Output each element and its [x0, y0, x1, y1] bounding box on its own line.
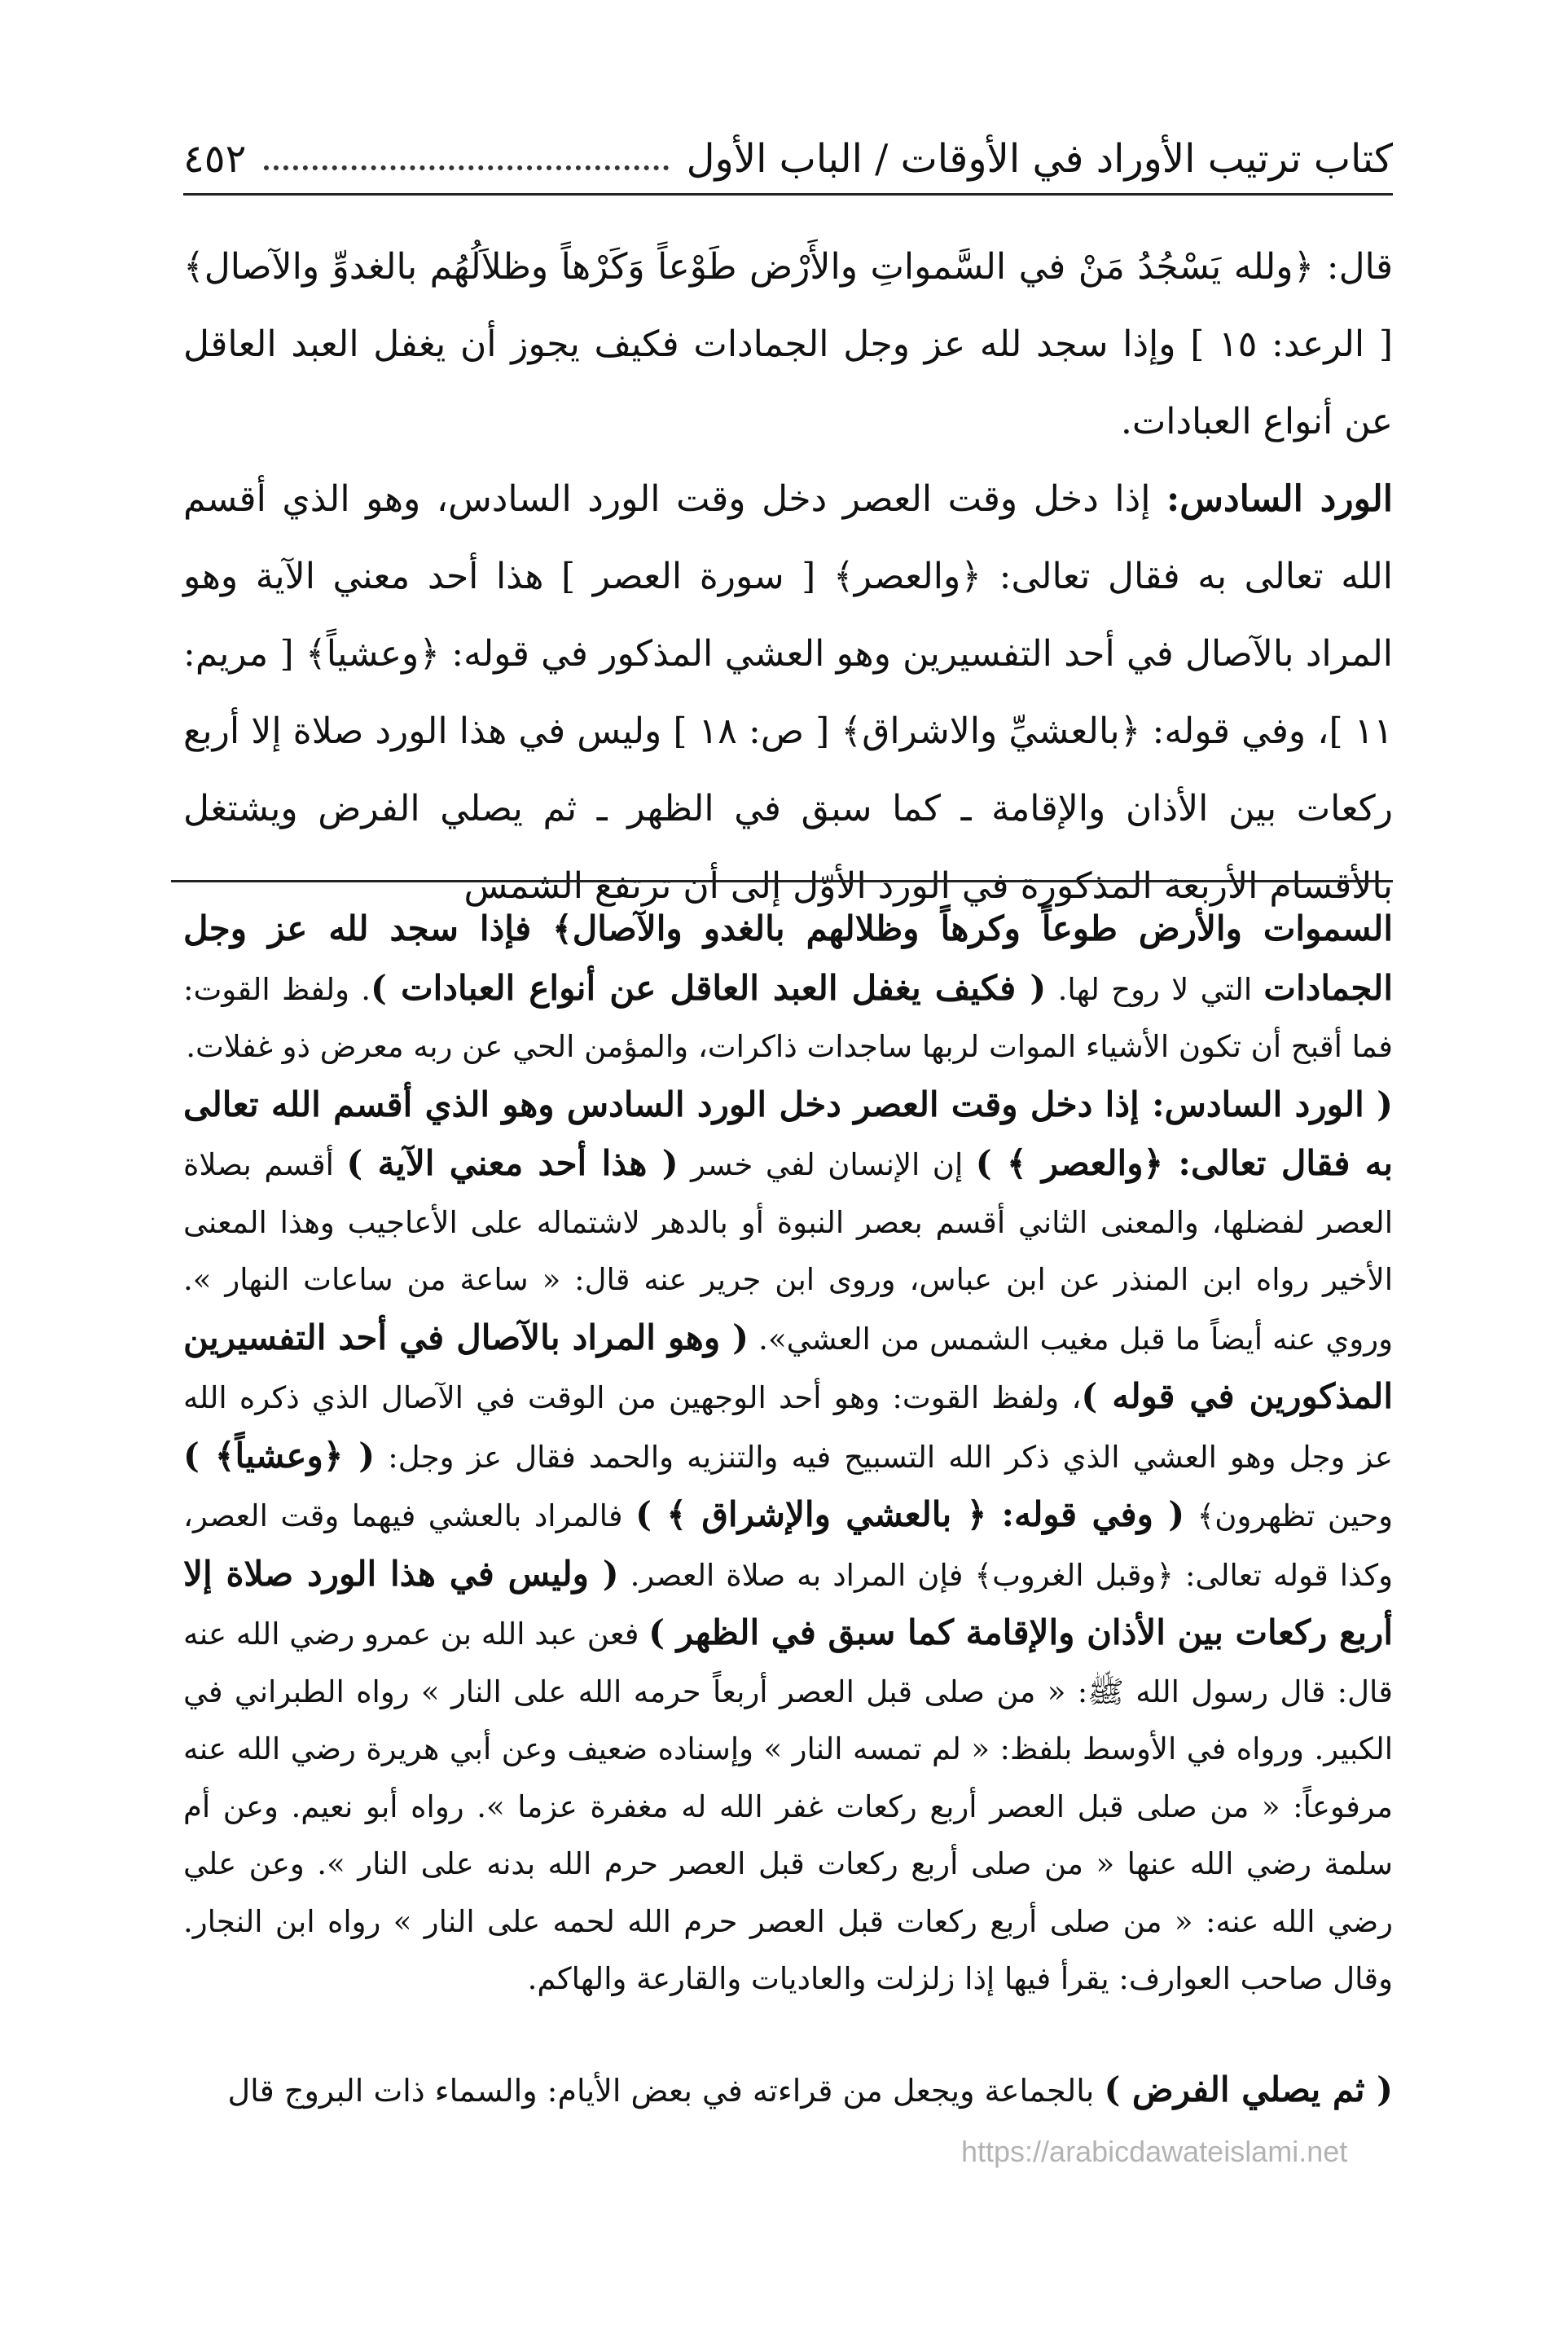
- quoted-text: ( وهو المراد بالآصال في أحد التفسيرين المذكورين في قوله ): [183, 1317, 1393, 1416]
- commentary-text: التي لا روح لها.: [1046, 971, 1264, 1007]
- commentary-text: فعن عبد الله بن عمرو رضي الله عنه قال: قال رسول الله ﷺ: « من صلى قبل العصر أربعاً حرمه الله على النار » رواه الطبراني في الكبير. ورواه في الأوسط بلفظ: « لم تمسه النار » وإسناده ضعيف وعن أبي هريرة رضي الله عنه مرفوعاً: « من صلى قبل العصر أربع ركعات غفر الله له مغفرة عزما ». رواه أبو نعيم. وعن أم سلمة رضي الله عنها « من صلى أربع ركعات قبل العصر حرم الله بدنه على النار ». وعن علي رضي الله عنه: « من صلى أربع ركعات قبل العصر حرم الله لحمه على النار » رواه ابن النجار. وقال صاحب العوارف: يقرأ فيها إذا زلزلت والعاديات والقارعة والهاكم.: [183, 1617, 1393, 1996]
- quoted-text: ( هذا أحد معني الآية ): [346, 1143, 679, 1183]
- page-header: [183, 122, 1393, 196]
- main-paragraph-2-body: إذا دخل وقت العصر دخل وقت الورد السادس، وهو الذي أقسم الله تعالى به فقال تعالى: ﴿والعصر﴾ [ سورة العصر ] هذا أحد معني الآية وهو المراد بالآصال في أحد التفسيرين وهو العشي المذكور في قوله: ﴿وعشياً﴾ [ مريم: ١١ ]، وفي قوله: ﴿بالعشيِّ والاشراق﴾ [ ص: ١٨ ] وليس في هذا الورد صلاة إلا أربع ركعات بين الأذان والإقامة ـ كما سبق في الظهر ـ ثم يصلي الفرض ويشتغل بالأقسام الأربعة المذكورة في الورد الأوّل إلى أن ترتفع الشمس: [183, 478, 1393, 907]
- commentary-paragraph-1: [183, 900, 1393, 1076]
- commentary-text: وحين تظهرون﴾: [1184, 1498, 1393, 1533]
- page-number: ٤٥٢: [183, 136, 247, 182]
- header-leader-dots: [264, 165, 668, 170]
- commentary-text: . ولفظ القوت: فما أقبح أن تكون الأشياء الموات لربها ساجدات ذاكرات، والمؤمن الحي عن ربه معرض ذو غفلات.: [183, 971, 1393, 1064]
- commentary-text: أقسم بصلاة العصر لفضلها، والمعنى الثاني أقسم بعصر النبوة أو بالدهر لاشتماله على الأعاجيب وهذا المعنى الأخير رواه ابن المنذر عن ابن عباس، وروى ابن جرير عنه قال: « ساعة من ساعات النهار ». وروي عنه أيضاً ما قبل مغيب الشمس من العشي».: [183, 1147, 1393, 1357]
- commentary-text: إن الإنسان لفي خسر: [678, 1147, 976, 1182]
- main-paragraph-2: [183, 460, 1393, 925]
- quoted-text: ( ﴿وعشياً﴾ ): [183, 1435, 376, 1476]
- commentary-text: ، ولفظ القوت: وهو أحد الوجهين من الوقت في الآصال الذي ذكره الله عز وجل وهو العشي الذي ذكر الله التسبيح فيه والتنزيه والحمد فقال عز وجل:: [183, 1380, 1393, 1475]
- quoted-text: ( ثم يصلي الفرض ): [1104, 2070, 1393, 2109]
- quoted-text: ( فكيف يغفل العبد العاقل عن أنواع العبادات ): [371, 967, 1047, 1008]
- quoted-text: ( وفي قوله: ﴿ بالعشي والإشراق ﴾ ): [635, 1494, 1185, 1534]
- main-paragraph-1: قال: ﴿ولله يَسْجُدُ مَنْ في السَّمواتِ والأَرْض طَوْعاً وَكَرْهاً وظلاَلُهُم بالغدوِّ والآصال﴾ [ الرعد: ١٥ ] وإذا سجد لله عز وجل الجمادات فكيف يجوز أن يغفل العبد العاقل عن أنواع العبادات.: [183, 246, 1393, 442]
- commentary-paragraph-2: [183, 1076, 1393, 2008]
- quoted-text: ( الورد السادس: إذا دخل وقت العصر دخل الورد السادس وهو الذي أقسم الله تعالى به فقال تعالى: ﴿والعصر ﴾ ): [183, 1084, 1394, 1183]
- commentary-last-line: [183, 2061, 1393, 2119]
- footnote-divider: [171, 880, 1393, 882]
- commentary-text: فالمراد بالعشي فيهما وقت العصر، وكذا قوله تعالى: ﴿وقبل الغروب﴾ فإن المراد به صلاة العصر.: [183, 1498, 1393, 1593]
- section-heading-sixth-wird: الورد السادس:: [1166, 478, 1393, 520]
- main-text: [183, 228, 1393, 925]
- commentary-text: بالجماعة ويجعل من قراءته في بعض الأيام: والسماء ذات البروج قال: [227, 2073, 1105, 2109]
- quoted-text: السموات والأرض طوعاً وكرهاً وظلالهم بالغدو والآصال﴾ فإذا سجد لله عز وجل الجمادات: [183, 908, 1393, 1008]
- quoted-text: ( وليس في هذا الورد صلاة إلا أربع ركعات بين الأذان والإقامة كما سبق في الظهر ): [183, 1553, 1393, 1652]
- commentary: [183, 900, 1393, 2008]
- watermark-url: https://arabicdawateislami.net: [961, 2135, 1348, 2168]
- running-title: كتاب ترتيب الأوراد في الأوقات / الباب الأول: [686, 136, 1393, 182]
